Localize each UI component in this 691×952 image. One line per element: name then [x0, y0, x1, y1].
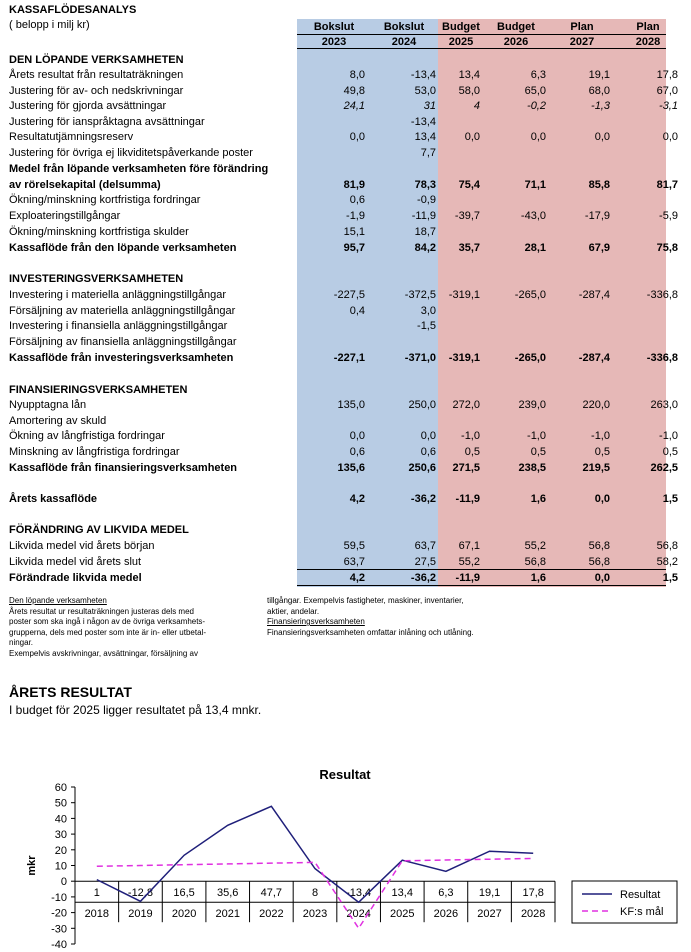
- row-label: Amortering av skuld: [9, 415, 107, 427]
- cell-2023: 4,2: [349, 493, 365, 505]
- cell-2024: 3,0: [420, 305, 436, 317]
- cell-2025: -319,1: [448, 289, 480, 301]
- cell-2026: -43,0: [520, 210, 546, 222]
- x-tick-label: 2018: [84, 908, 110, 921]
- cell-2025: -11,9: [455, 493, 480, 505]
- cell-2028: 0,5: [662, 446, 678, 458]
- cell-2027: 0,0: [594, 493, 610, 505]
- data-label: 13,4: [391, 887, 413, 900]
- row-label: FINANSIERINGSVERKSAMHETEN: [9, 384, 188, 396]
- row-label: Kassaflöde från investeringsverksamheten: [9, 352, 234, 364]
- table-row: [0, 555, 691, 570]
- cell-2025: 13,4: [458, 69, 480, 81]
- data-label: 17,8: [522, 887, 544, 900]
- column-year-2028: 2028: [635, 36, 661, 48]
- data-label: 35,6: [217, 887, 239, 900]
- notes-left-line: Exempelvis avskrivningar, avsättningar, försäljning av: [9, 648, 198, 658]
- x-tick-label: 2020: [171, 908, 197, 921]
- cell-2025: -319,1: [448, 352, 480, 364]
- cell-2025: 35,7: [458, 242, 480, 254]
- table-row: [0, 162, 691, 177]
- table-row: [0, 398, 691, 413]
- cell-2026: -265,0: [514, 352, 546, 364]
- table-row: [0, 241, 691, 256]
- cell-2024: -371,0: [404, 352, 436, 364]
- cell-2024: 7,7: [420, 147, 436, 159]
- cell-2028: -5,9: [659, 210, 678, 222]
- notes-right-heading: Finansieringsverksamheten: [267, 617, 365, 626]
- cell-2024: 250,0: [408, 399, 436, 411]
- cell-2023: 0,4: [349, 305, 365, 317]
- row-label: Likvida medel vid årets början: [9, 540, 155, 552]
- cell-2027: -1,0: [591, 430, 610, 442]
- y-tick-label: -20: [51, 907, 67, 920]
- table-row: [0, 351, 691, 366]
- cell-2028: 0,0: [662, 131, 678, 143]
- chart-title: Resultat: [319, 767, 371, 782]
- row-label: Medel från löpande verksamheten före förändring: [9, 163, 269, 175]
- page-subtitle: ( belopp i milj kr): [9, 19, 90, 31]
- notes-left-line: Årets resultat ur resultaträkningen justeras dels med: [9, 606, 194, 616]
- cell-2026: 56,8: [524, 556, 546, 568]
- row-label: Justering för av- och nedskrivningar: [9, 85, 184, 97]
- cell-2024: 31: [423, 100, 436, 112]
- legend-label: Resultat: [620, 889, 661, 901]
- data-label: 16,5: [173, 887, 195, 900]
- cell-2025: -39,7: [454, 210, 480, 222]
- data-label: 19,1: [478, 887, 501, 900]
- row-label: Kassaflöde från den löpande verksamheten: [9, 242, 237, 254]
- cell-2025: -1,0: [461, 430, 480, 442]
- table-row: [0, 99, 691, 114]
- cell-2023: -227,5: [333, 289, 365, 301]
- header-bottom-line: [297, 48, 666, 49]
- cell-2026: -0,2: [527, 100, 546, 112]
- cell-2024: 78,3: [414, 179, 436, 191]
- table-row: [0, 146, 691, 161]
- cell-2025: 58,0: [458, 85, 480, 97]
- table-row: [0, 115, 691, 130]
- row-label: Kassaflöde från finansieringsverksamheten: [9, 462, 238, 474]
- cell-2028: -336,8: [646, 289, 678, 301]
- cell-2026: 55,2: [524, 540, 546, 552]
- x-tick-label: 2024: [346, 908, 371, 921]
- cell-2026: 239,0: [518, 399, 546, 411]
- column-year-2024: 2024: [391, 36, 417, 48]
- cell-2028: 81,7: [656, 179, 678, 191]
- cell-2025: -11,9: [455, 572, 480, 584]
- column-type-2023: Bokslut: [313, 21, 355, 33]
- x-tick-label: 2019: [128, 908, 153, 921]
- notes-right-line: aktier, andelar.: [267, 606, 320, 616]
- cell-2023: -227,1: [333, 352, 365, 364]
- cell-2026: 0,5: [530, 446, 546, 458]
- data-label: -12,8: [127, 887, 153, 900]
- section-text: I budget för 2025 ligger resultatet på 13,4 mnkr.: [9, 703, 262, 717]
- cell-2025: 0,5: [464, 446, 480, 458]
- cell-2026: 28,1: [524, 242, 546, 254]
- cell-2025: 75,4: [458, 179, 480, 191]
- table-row: [0, 193, 691, 208]
- cell-2023: 81,9: [343, 179, 365, 191]
- table-row: [0, 414, 691, 429]
- cell-2024: 63,7: [414, 540, 436, 552]
- cell-2027: -1,3: [591, 100, 610, 112]
- notes-left-line: grupperna, dels med poster som inte är in- eller utbetal-: [9, 627, 206, 637]
- cell-2027: 56,8: [588, 540, 610, 552]
- cell-2027: -287,4: [578, 352, 610, 364]
- cell-2023: 0,6: [349, 446, 365, 458]
- row-label: Årets kassaflöde: [9, 493, 98, 505]
- y-tick-label: 50: [54, 797, 67, 810]
- table-row: [0, 130, 691, 145]
- row-label: Ökning/minskning kortfristiga fordringar: [9, 194, 201, 206]
- table-row: [0, 383, 691, 398]
- cell-2024: 13,4: [414, 131, 436, 143]
- cell-2027: 0,5: [594, 446, 610, 458]
- cell-2028: -1,0: [659, 430, 678, 442]
- cell-2024: -11,9: [411, 210, 436, 222]
- x-tick-label: 2026: [433, 908, 459, 921]
- data-label: 8: [311, 887, 319, 900]
- cell-2024: -13,4: [410, 116, 436, 128]
- cell-2023: 8,0: [349, 69, 365, 81]
- row-label: Minskning av långfristiga fordringar: [9, 446, 180, 458]
- table-row: [0, 84, 691, 99]
- y-tick-label: -40: [51, 939, 67, 951]
- table-row: [0, 319, 691, 334]
- table-row: [0, 304, 691, 319]
- notes-right-line: Finansieringsverksamheten omfattar inlåning och utlåning.: [267, 627, 474, 637]
- data-label: 1: [93, 887, 100, 900]
- cell-2026: 1,6: [530, 572, 546, 584]
- cell-2024: 0,0: [420, 430, 436, 442]
- x-tick-label: 2025: [390, 908, 415, 921]
- row-label: Justering för gjorda avsättningar: [9, 100, 167, 112]
- resultat-chart: [0, 760, 691, 952]
- row-label: INVESTERINGSVERKSAMHETEN: [9, 273, 184, 285]
- cell-2028: 262,5: [650, 462, 678, 474]
- cell-2027: -17,9: [584, 210, 610, 222]
- cell-2025: 67,1: [458, 540, 480, 552]
- column-type-2025: Budget: [442, 21, 480, 33]
- y-tick-label: 10: [54, 860, 67, 873]
- total-bottom-line: [297, 585, 666, 586]
- cell-2028: 67,0: [656, 85, 678, 97]
- cell-2025: 272,0: [452, 399, 480, 411]
- cell-2023: 95,7: [343, 242, 365, 254]
- cell-2028: 56,8: [656, 540, 678, 552]
- cell-2027: 0,0: [594, 572, 610, 584]
- table-row: [0, 429, 691, 444]
- cell-2023: 63,7: [343, 556, 365, 568]
- cell-2027: 85,8: [588, 179, 610, 191]
- cell-2023: 59,5: [343, 540, 365, 552]
- legend-label: KF:s mål: [620, 906, 664, 918]
- y-tick-label: -30: [51, 923, 67, 936]
- table-row: [0, 272, 691, 287]
- page-title: KASSAFLÖDESANALYS: [9, 4, 137, 16]
- table-row: [0, 335, 691, 350]
- cell-2027: 68,0: [588, 85, 610, 97]
- table-row: [0, 508, 691, 523]
- table-row: [0, 257, 691, 272]
- column-year-2026: 2026: [503, 36, 529, 48]
- row-label: FÖRÄNDRING AV LIKVIDA MEDEL: [9, 524, 189, 536]
- cell-2024: -13,4: [410, 69, 436, 81]
- x-tick-label: 2021: [215, 908, 240, 921]
- row-label: Årets resultat från resultaträkningen: [9, 69, 184, 81]
- notes-left: [9, 596, 259, 659]
- cell-2024: 18,7: [414, 226, 436, 238]
- y-tick-label: 30: [54, 829, 67, 842]
- cell-2026: 71,1: [524, 179, 546, 191]
- cell-2024: 0,6: [420, 446, 436, 458]
- cell-2027: 67,9: [588, 242, 610, 254]
- section-heading: ÅRETS RESULTAT: [9, 684, 132, 700]
- cell-2028: 17,8: [656, 69, 678, 81]
- cell-2026: 238,5: [518, 462, 546, 474]
- header-underline: [297, 34, 666, 35]
- row-label: Ökning av långfristiga fordringar: [9, 430, 165, 442]
- cell-2027: 220,0: [582, 399, 610, 411]
- table-row: [0, 571, 691, 586]
- row-label: Exploateringstillgångar: [9, 210, 121, 222]
- table-row: [0, 492, 691, 507]
- cell-2024: 53,0: [414, 85, 436, 97]
- cell-2027: 219,5: [582, 462, 610, 474]
- cell-2023: 4,2: [349, 572, 365, 584]
- data-label: 6,3: [438, 887, 454, 900]
- cell-2024: -1,5: [417, 320, 436, 332]
- cell-2027: 56,8: [588, 556, 610, 568]
- cell-2024: 84,2: [414, 242, 436, 254]
- table-row: [0, 209, 691, 224]
- column-type-2027: Plan: [570, 21, 594, 33]
- cell-2023: 135,6: [337, 462, 365, 474]
- row-label: Likvida medel vid årets slut: [9, 556, 142, 568]
- cell-2024: -36,2: [410, 493, 436, 505]
- cell-2026: 1,6: [530, 493, 546, 505]
- cell-2024: -372,5: [404, 289, 436, 301]
- cell-2026: 0,0: [530, 131, 546, 143]
- cell-2026: 65,0: [524, 85, 546, 97]
- table-row: [0, 53, 691, 68]
- table-row: [0, 288, 691, 303]
- notes-right-line: tillgångar. Exempelvis fastigheter, maskiner, inventarier,: [267, 596, 464, 605]
- table-row: [0, 367, 691, 382]
- y-axis-label: mkr: [26, 855, 38, 876]
- row-label: av rörelsekapital (delsumma): [9, 179, 161, 191]
- column-type-2024: Bokslut: [383, 21, 425, 33]
- row-label: Justering för ianspråktagna avsättningar: [9, 116, 205, 128]
- row-label: Resultatutjämningsreserv: [9, 131, 134, 143]
- total-top-line: [297, 569, 666, 570]
- column-year-2023: 2023: [321, 36, 347, 48]
- cell-2023: 0,6: [349, 194, 365, 206]
- cell-2027: 19,1: [588, 69, 610, 81]
- x-tick-label: 2027: [477, 908, 502, 921]
- cell-2026: -1,0: [527, 430, 546, 442]
- cell-2028: 75,8: [656, 242, 678, 254]
- notes-left-heading: Den löpande verksamheten: [9, 596, 107, 605]
- cell-2028: 263,0: [650, 399, 678, 411]
- table-row: [0, 445, 691, 460]
- column-type-2026: Budget: [497, 21, 535, 33]
- cell-2023: 135,0: [337, 399, 365, 411]
- row-label: Justering för övriga ej likviditetspåverkande poster: [9, 147, 253, 159]
- table-row: [0, 225, 691, 240]
- column-year-2027: 2027: [569, 36, 595, 48]
- x-tick-label: 2022: [259, 908, 284, 921]
- y-tick-label: 40: [54, 813, 67, 826]
- row-label: Investering i finansiella anläggningstillgångar: [9, 320, 228, 332]
- cell-2028: -336,8: [646, 352, 678, 364]
- cell-2028: -3,1: [659, 100, 678, 112]
- cell-2024: 27,5: [414, 556, 436, 568]
- cell-2023: 24,1: [343, 100, 365, 112]
- cell-2024: 250,6: [408, 462, 436, 474]
- y-tick-label: -10: [51, 891, 67, 904]
- cell-2028: 58,2: [656, 556, 678, 568]
- row-label: DEN LÖPANDE VERKSAMHETEN: [9, 54, 184, 66]
- row-label: Förändrade likvida medel: [9, 572, 142, 584]
- table-row: [0, 477, 691, 492]
- cell-2028: 1,5: [662, 572, 678, 584]
- x-tick-label: 2023: [302, 908, 328, 921]
- cell-2027: -287,4: [578, 289, 610, 301]
- row-label: Ökning/minskning kortfristiga skulder: [9, 226, 189, 238]
- notes-left-line: poster som ska ingå i någon av de övriga verksamhets-: [9, 617, 206, 626]
- column-type-2028: Plan: [636, 21, 660, 33]
- table-row: [0, 523, 691, 538]
- y-tick-label: 20: [54, 844, 67, 857]
- cell-2026: 6,3: [530, 69, 546, 81]
- row-label: Försäljning av materiella anläggningstillgångar: [9, 305, 236, 317]
- cell-2023: 49,8: [343, 85, 365, 97]
- data-label: 47,7: [260, 887, 283, 900]
- row-label: Försäljning av finansiella anläggningstillgångar: [9, 336, 237, 348]
- cell-2023: -1,9: [346, 210, 365, 222]
- cell-2024: -36,2: [410, 572, 436, 584]
- cell-2027: 0,0: [594, 131, 610, 143]
- row-label: Investering i materiella anläggningstillgångar: [9, 289, 227, 301]
- table-row: [0, 539, 691, 554]
- notes-right: [267, 596, 567, 638]
- y-tick-label: 0: [60, 876, 67, 889]
- table-row: [0, 68, 691, 83]
- table-row: [0, 461, 691, 476]
- cell-2025: 55,2: [458, 556, 480, 568]
- cell-2025: 4: [473, 100, 480, 112]
- x-tick-label: 2028: [520, 908, 546, 921]
- cell-2028: 1,5: [662, 493, 678, 505]
- cell-2025: 0,0: [464, 131, 480, 143]
- row-label: Nyupptagna lån: [9, 399, 87, 411]
- y-tick-label: 60: [54, 782, 67, 794]
- data-label: -13,4: [346, 887, 372, 900]
- cell-2026: -265,0: [514, 289, 546, 301]
- column-year-2025: 2025: [448, 36, 474, 48]
- notes-left-line: ningar.: [9, 638, 34, 647]
- cell-2023: 0,0: [349, 131, 365, 143]
- cell-2024: -0,9: [417, 194, 436, 206]
- cell-2023: 15,1: [343, 226, 365, 238]
- cell-2023: 0,0: [349, 430, 365, 442]
- table-row: [0, 178, 691, 193]
- cell-2025: 271,5: [452, 462, 480, 474]
